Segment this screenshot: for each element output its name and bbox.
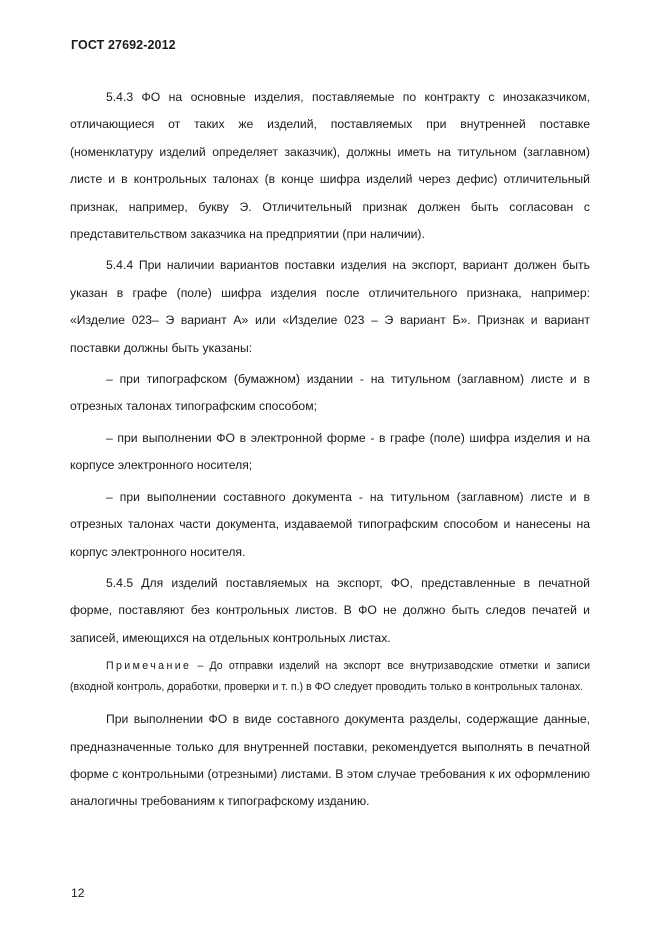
document-header: ГОСТ 27692-2012 — [71, 38, 176, 52]
paragraph-final: При выполнении ФО в виде составного документа разделы, содержащие данные, предназначенные только для внутренней поставки, рекомендуется выполнять в печатной форме с контрольными (отрезными) листами. В этом случае требования к их оформлению аналогичны требованиям к типографскому изданию. — [70, 712, 590, 809]
paragraph-5-4-4: 5.4.4 При наличии вариантов поставки изделия на экспорт, вариант должен быть указан в графе (поле) шифра изделия после отличительного признака, например: «Изделие 023– Э вариант А» или «Изделие 023 – Э вариант Б». Признак и вариант поставки должны быть указаны: — [70, 258, 590, 355]
list-item-electronic: – при выполнении ФО в электронной форме - в графе (поле) шифра изделия и на корпусе электронного носителя; — [70, 430, 590, 473]
note — [70, 656, 590, 698]
document-body — [70, 84, 590, 816]
note-label: Примечание — [106, 660, 192, 673]
page-number: 12 — [71, 886, 85, 900]
paragraph-5-4-3: 5.4.3 ФО на основные изделия, поставляемые по контракту с инозаказчиком, отличающиеся от таких же изделий, поставляемых при внутренней поставке (номенклатуру изделий определяет заказчик), должны иметь на титульном (заглавном) листе и в контрольных талонах (в конце шифра изделий через дефис) отличительный признак, например, букву Э. Отличительный признак должен быть согласован с представительством заказчика на предприятии (при наличии). — [70, 90, 590, 242]
list-item-paper: – при типографском (бумажном) издании - на титульном (заглавном) листе и в отрезных талонах типографским способом; — [70, 372, 590, 414]
note-text: – До отправки изделий на экспорт все внутризаводские отметки и записи (входной контроль, доработки, проверки и т. п.) в ФО следует проводить только в контрольных талонах. — [70, 660, 590, 694]
list-item-composite: – при выполнении составного документа - на титульном (заглавном) листе и в отрезных талонах части документа, издаваемой типографским способом и нанесены на корпус электронного носителя. — [70, 489, 590, 559]
paragraph-5-4-5: 5.4.5 Для изделий поставляемых на экспорт, ФО, представленные в печатной форме, поставляют без контрольных листов. В ФО не должно быть следов печатей и записей, имеющихся на отдельных контрольных листах. — [70, 575, 590, 645]
